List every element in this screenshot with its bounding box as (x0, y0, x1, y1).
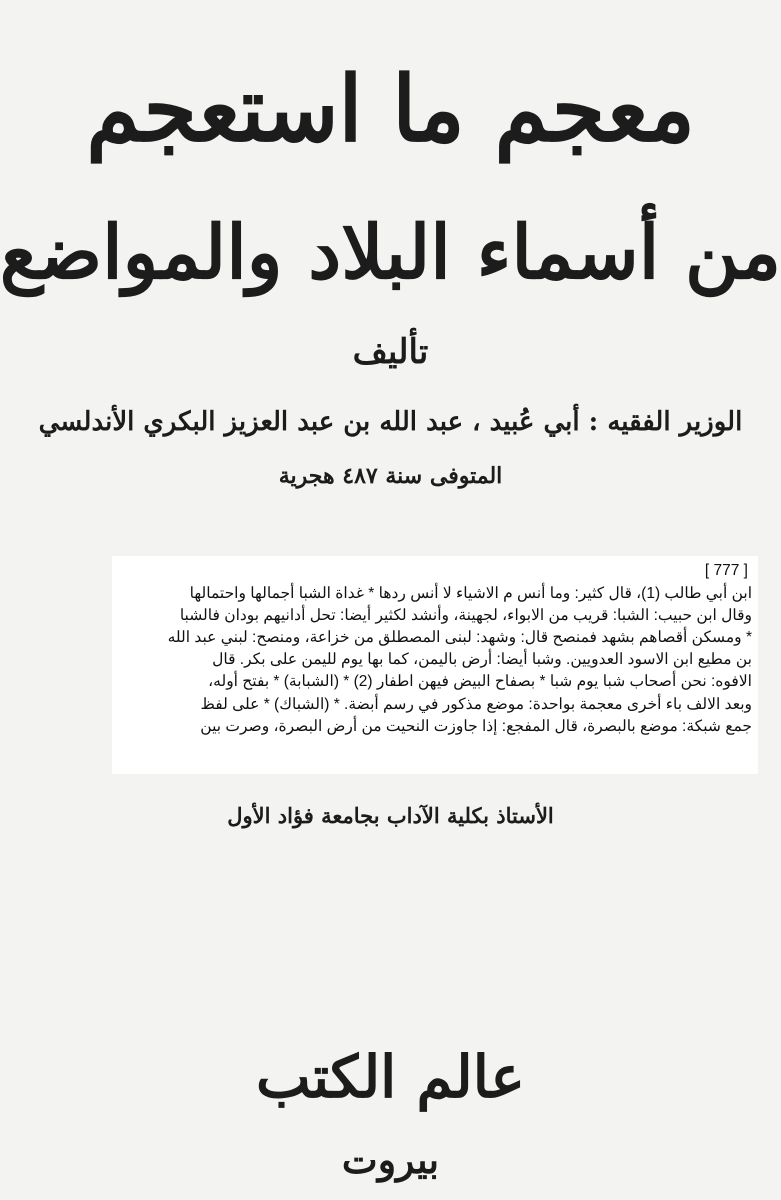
excerpt-line: وقال ابن حبيب: الشبا: قريب من الابواء، لجهينة، وأنشد لكثير أيضا: تحل أدانيهم بودان فالشبا (179, 607, 752, 625)
book-title: معجم ما استعجم (86, 56, 695, 163)
editor-line: الأستاذ بكلية الآداب بجامعة فؤاد الأول (227, 803, 554, 828)
book-subtitle: من أسماء البلاد والمواضع (0, 210, 781, 296)
excerpt-line: ابن أبي طالب (1)، قال كثير: وما أنس م الاشياء لا أنس ردها * غداة الشبا أجمالها واحتمالها (189, 585, 752, 603)
excerpt-line: جمع شبكة: موضع بالبصرة، قال المفجع: إذا جاوزت النحيت من أرض البصرة، وصرت بين (200, 717, 752, 735)
publisher-city: بيروت (341, 1137, 440, 1182)
author-line: الوزير الفقيه : أبي عُبيد ، عبد الله بن عبد العزيز البكري الأندلسي (38, 407, 743, 437)
partially-hidden-line (0, 536, 781, 546)
authorship-word: تأليف (352, 332, 429, 372)
death-date-line: المتوفى سنة ٤٨٧ هجرية (278, 463, 503, 489)
excerpt-line: بن مطيع ابن الاسود العدويين. وشبا أيضا: أرض باليمن، كما بها يوم لليمن على بكر. قال (212, 651, 752, 669)
text-excerpt-box (112, 556, 758, 774)
page-number: [ 777 ] (704, 562, 748, 579)
excerpt-line: * ومسكن أقصاهم بشهد فمنصح قال: وشهد: لبنى المصطلق من خزاعة، ومنصح: لبني عبد الله (167, 629, 752, 647)
excerpt-line: وبعد الالف باء أخرى معجمة بواحدة: موضع مذكور في رسم أبضة. * (الشباك) * على لفظ (200, 695, 752, 713)
excerpt-line: الافوه: نحن أصحاب شبا يوم شبا * بصفاح البيض فيهن اطفار (2) * (الشبابة) * بفتح أوله، (208, 673, 752, 691)
publisher-logo: عالم الكتب (255, 1043, 525, 1111)
